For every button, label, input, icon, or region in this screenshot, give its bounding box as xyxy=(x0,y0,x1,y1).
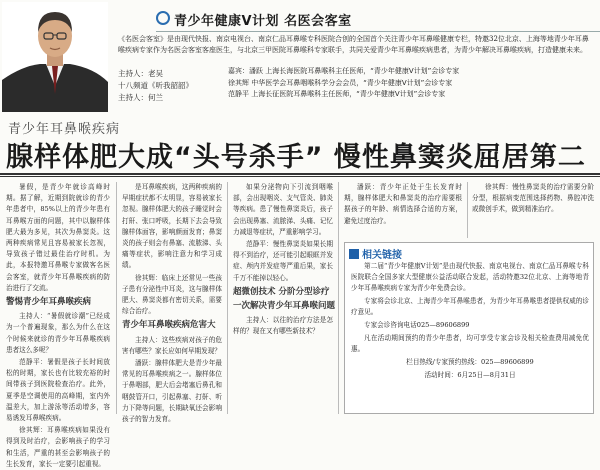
article-paragraph: 如果分泌物向下引流到咽喉部，会出现咽炎、支气管炎、肺炎等疾病。患了慢性鼻窦炎后，孩子会出现鼻塞、流脓涕、头痛、记忆力减退等症状，严重影响学习。 xyxy=(233,183,333,236)
sidebar-dates: 活动时间：6月25日—8月31日 xyxy=(424,371,516,379)
article-paragraph: 徐其辉：慢性鼻窦炎的治疗需要分阶分型，根据病变范围选择药物、鼻腔冲洗或微创手术，做到精准治疗。 xyxy=(472,183,594,214)
article-paragraph: 暑假，是青少年就诊高峰时期。据了解，近期到院就诊的青少年患者中，85%以上的青少年患有耳鼻喉方面的问题，其中以腺样体肥大最为多见，其次为鼻窦炎。这两种疾病常见且容易被家长忽视，导致孩子错过最佳治疗时机。为此，本报特邀耳鼻喉专家做客名医会客室，就青少年耳鼻喉疾病的防治进行了交流。 xyxy=(6,183,110,292)
section-heading: 一次解决青少年耳鼻喉问题 xyxy=(233,301,336,312)
column-intro: 《名医会客室》是由现代快报、南京电视台、南京仁品耳鼻喉专科医院合创的全国首个关注青少年耳鼻喉健康专栏，特邀32位北京、上海等地青少年耳鼻喉疾病专家作为名医会客室客座医生，与北京三甲医院耳鼻喉科专家联手，共同关爱青少年耳鼻喉疾病患者，为青少年解决耳鼻喉疾病，打造健康未来。 xyxy=(118,35,589,54)
article-paragraph: 徐其辉：耳鼻喉疾病如果没有得到及时治疗，会影响孩子的学习和生活，严重的甚至会影响孩子的生长发育，家长一定要引起重视。 xyxy=(6,426,110,468)
sidebar-paragraph: 专家会诊咨询电话025—89606899 xyxy=(364,321,470,329)
article-paragraph: 潘跃：腺样体肥大是青少年最常见的耳鼻喉疾病之一。腺样体位于鼻咽部，肥大后会堵塞后鼻孔和咽鼓管开口，引起鼻塞、打鼾、听力下降等问题，长期缺氧还会影响孩子的智力发育。 xyxy=(122,359,222,424)
article-paragraph: 徐其辉：临床上还常见一些孩子患有分泌性中耳炎，这与腺样体肥大、鼻窦炎都有密切关系，需要综合治疗。 xyxy=(122,273,222,316)
column-title: 青少年健康V计划 名医会客室 xyxy=(174,14,352,29)
column-divider xyxy=(116,182,117,414)
article-paragraph: 潘跃：青少年正处于生长发育时期，腺样体肥大和鼻窦炎的治疗需要根据孩子的年龄、病情选择合适的方案，避免过度治疗。 xyxy=(344,183,462,225)
related-links-text xyxy=(351,261,589,383)
expert-line: 徐其辉 中华医学会耳鼻咽喉科学分会会员，“青少年健康V计划”会诊专家 xyxy=(228,78,453,87)
square-bullet-icon xyxy=(349,249,359,259)
sidebar-hotline: 栏目热线/专家预约热线：025—89606899 xyxy=(406,358,534,366)
column-divider xyxy=(227,182,228,414)
column-divider xyxy=(467,182,468,238)
article-paragraph: 主持人：“暑假就诊潮”已经成为一个普遍现象，那么为什么在这个时候来就诊的青少年耳鼻喉疾病患者这么多呢？ xyxy=(6,312,110,354)
column-divider xyxy=(338,182,339,414)
expert-line: 范静平 上海长征医院耳鼻喉科主任医师，“青少年健康V计划”会诊专家 xyxy=(228,90,446,98)
column-header xyxy=(156,4,600,32)
article-column-4 xyxy=(344,182,462,238)
article-column-2 xyxy=(122,182,222,424)
article-paragraph: 范静平：慢性鼻窦炎如果长期得不到治疗，还可能引起眼眶并发症、颅内并发症等严重后果，家长千万不能掉以轻心。 xyxy=(233,240,333,282)
section-heading: 警惕青少年耳鼻喉疾病 xyxy=(6,297,92,308)
host-line: 主持人：何兰 xyxy=(118,93,163,102)
expert-line: 嘉宾：潘跃 上海长海医院耳鼻喉科主任医师，“青少年健康V计划”会诊专家 xyxy=(228,67,460,75)
article-paragraph: 范静平：暑假是孩子长时间放松的时期，家长也有比较充裕的时间带孩子到医院检查治疗。此外，夏季是空调使用的高峰期，室内外温差大，加上游泳等活动增多，容易诱发耳鼻喉疾病。 xyxy=(6,358,110,423)
article-column-3 xyxy=(233,182,336,414)
article-paragraph: 主持人：以往的治疗方法是怎样的？现在又有哪些新技术？ xyxy=(233,316,333,336)
related-links-title-text: 相关链接 xyxy=(362,250,402,261)
guest-experts-list xyxy=(228,66,588,101)
section-heading: 超微创技术 分阶分型诊疗 xyxy=(233,286,330,297)
host-line: 主持人：老吴 xyxy=(118,69,163,78)
headline-rule-thin xyxy=(0,176,600,177)
sidebar-paragraph: 专家将会诊北京、上海青少年耳鼻喉患者，为青少年耳鼻喉患者提供权威的诊疗意见。 xyxy=(351,297,589,316)
column-logo-icon xyxy=(156,11,170,25)
section-heading: 青少年耳鼻喉疾病危害大 xyxy=(122,320,216,331)
headline-rule xyxy=(0,173,600,175)
sidebar-paragraph: 凡在活动期间预约的青少年患者，均可享受专家会诊及相关检查费用减免优惠。 xyxy=(351,334,589,353)
hosts-list xyxy=(118,68,218,104)
host-line: 十八频道《听我韶韶》 xyxy=(118,81,193,90)
headline-title: 腺样体肥大成“头号杀手” 慢性鼻窦炎屈居第二 xyxy=(6,142,586,173)
headline-kicker: 青少年耳鼻喉疾病 xyxy=(8,122,121,137)
expert-portrait xyxy=(2,2,108,112)
related-links-title xyxy=(349,246,402,261)
related-links-box xyxy=(344,242,594,414)
article-column-5 xyxy=(472,182,594,238)
article-paragraph: 是耳鼻喉疾病，这两种疾病的早期症状都不太明显，容易被家长忽视。腺样体肥大的孩子睡觉时会打鼾、张口呼吸，长期下去会导致腺样体面容，影响颜面发育；鼻窦炎的孩子则会有鼻塞、流脓涕、头痛等症状，影响注意力和学习成绩。 xyxy=(122,183,222,270)
article-column-1 xyxy=(6,182,110,468)
sidebar-paragraph: 第二届“青少年健康V计划”是由现代快报、南京电视台、南京仁品耳鼻喉专科医院联合全国多家大型健康公益活动联合发起，活动特邀32位北京、上海等地青少年耳鼻喉疾病专家为青少年免费会诊。 xyxy=(351,262,589,292)
article-paragraph: 主持人：这些疾病对孩子的危害有哪些？家长应如何早期发现？ xyxy=(122,335,222,355)
